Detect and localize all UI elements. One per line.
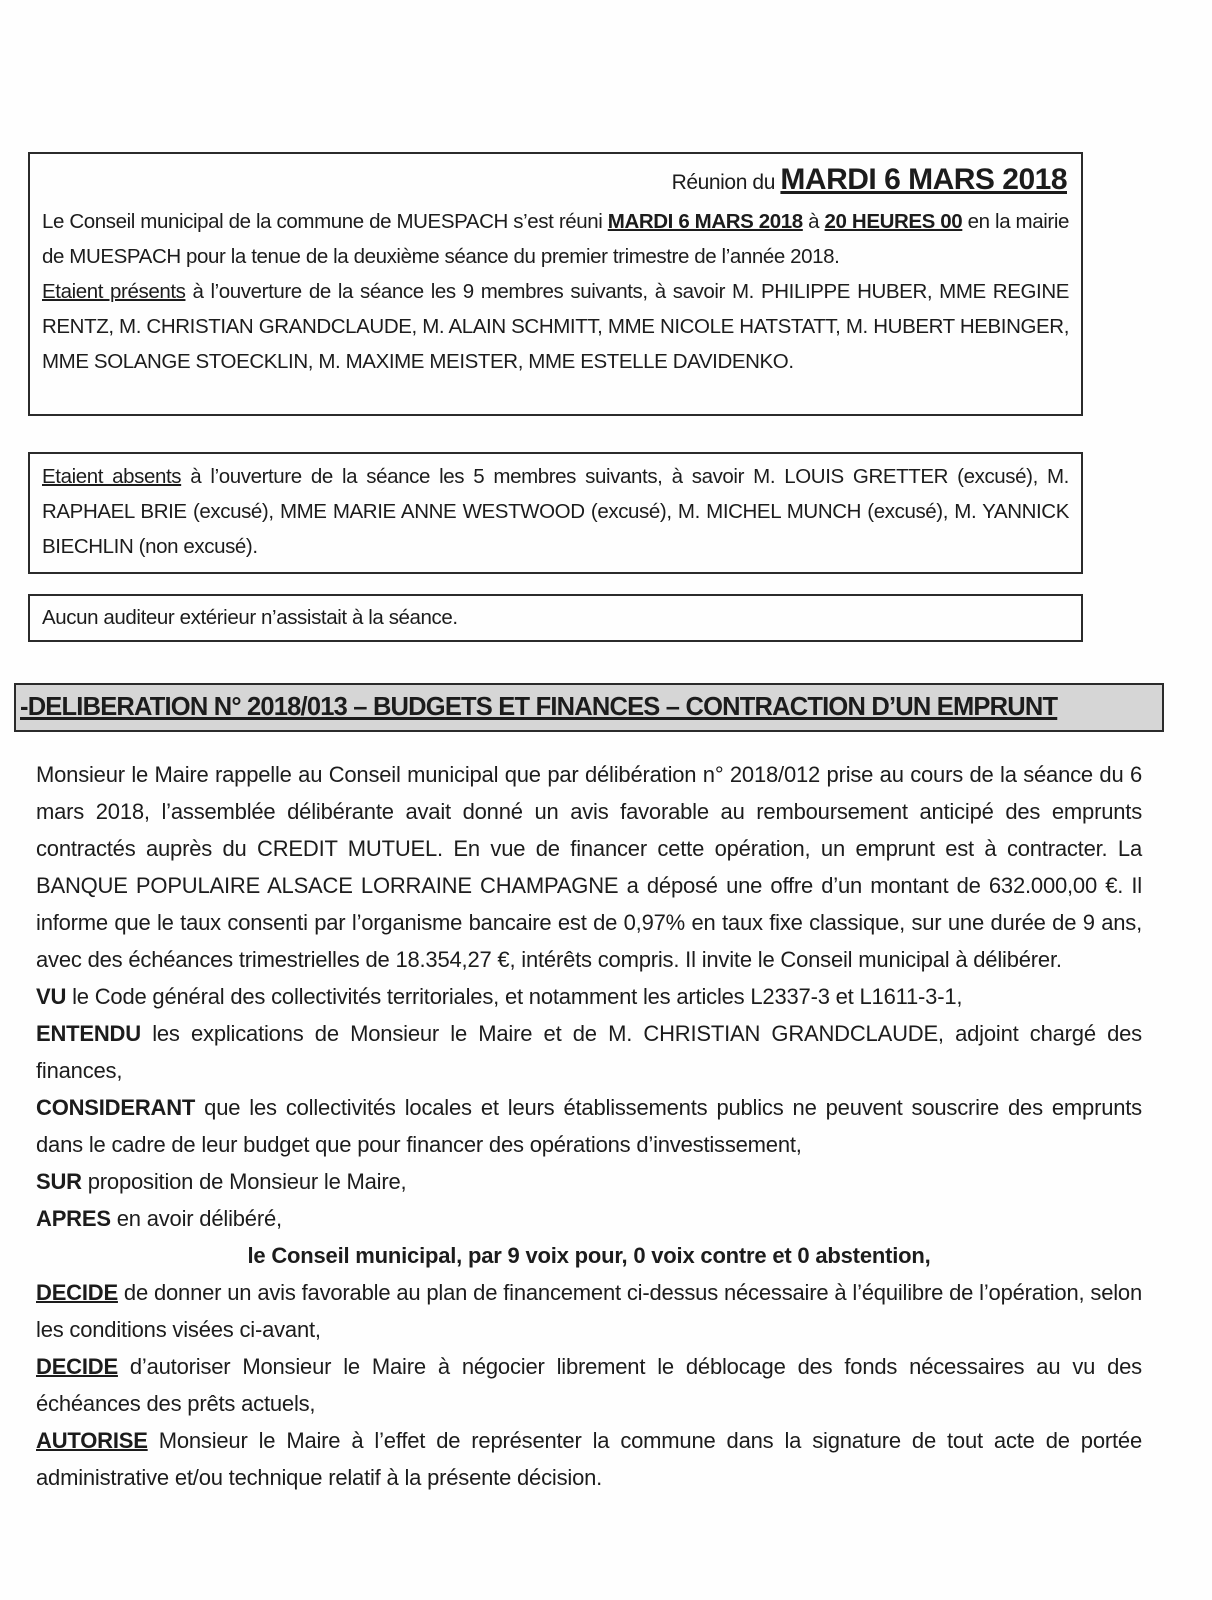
absents-label: Etaient absents [42, 465, 182, 488]
intro-date: MARDI 6 MARS 2018 [607, 210, 803, 233]
body-paragraph-apres [36, 1200, 1142, 1237]
body-paragraph-sur [36, 1163, 1142, 1200]
decide1-text: de donner un avis favorable au plan de financement ci-dessus nécessaire à l’équilibre de l’opération, selon les conditions visées ci-avant, [36, 1280, 1142, 1342]
body-paragraph-decide-2 [36, 1348, 1142, 1422]
considerant-text: que les collectivités locales et leurs établissements publics ne peuvent souscrire des emprunts dans le cadre de leur budget que pour financer des opérations d’investissement, [36, 1095, 1142, 1157]
decide1-lead: DECIDE [36, 1280, 118, 1305]
meeting-intro-paragraph [42, 204, 1069, 274]
presents-text: à l’ouverture de la séance les 9 membres suivants, à savoir M. PHILIPPE HUBER, MME REGINE RENTZ, M. CHRISTIAN GRANDCLAUDE, M. ALAIN SCHMITT, MME NICOLE HATSTATT, M. HUBERT HEBINGER, MME SOLANGE STOECKLIN, M. MAXIME MEISTER, MME ESTELLE DAVIDENKO. [42, 280, 1069, 373]
decide2-text: d’autoriser Monsieur le Maire à négocier librement le déblocage des fonds nécessaires au vu des échéances des prêts actuels, [36, 1354, 1142, 1416]
meeting-title-prefix: Réunion du [671, 171, 781, 194]
meeting-title-line [42, 159, 1069, 204]
autorise-lead: AUTORISE [36, 1428, 148, 1453]
vu-text: le Code général des collectivités territoriales, et notamment les articles L2337-3 et L1611-3-1, [66, 984, 963, 1009]
body-paragraph-entendu [36, 1015, 1142, 1089]
body-paragraph-context: Monsieur le Maire rappelle au Conseil municipal que par délibération n° 2018/012 prise au cours de la séance du 6 mars 2018, l’assemblée délibérante avait donné un avis favorable au remboursement anticipé des emprunts contractés auprès du CREDIT MUTUEL. En vue de financer cette opération, un emprunt est à contracter. La BANQUE POPULAIRE ALSACE LORRAINE CHAMPAGNE a déposé une offre d’un montant de 632.000,00 €. Il informe que le taux consenti par l’organisme bancaire est de 0,97% en taux fixe classique, sur une durée de 9 ans, avec des échéances trimestrielles de 18.354,27 €, intérêts compris. Il invite le Conseil municipal à délibérer. [36, 762, 1142, 972]
presents-label: Etaient présents [42, 280, 186, 303]
sur-text: proposition de Monsieur le Maire, [81, 1169, 407, 1194]
decide2-lead: DECIDE [36, 1354, 118, 1379]
intro-time: 20 HEURES 00 [824, 210, 963, 233]
considerant-lead: CONSIDERANT [36, 1095, 196, 1120]
body-paragraph-decide-1 [36, 1274, 1142, 1348]
body-paragraph-autorise [36, 1422, 1142, 1496]
body-paragraph-vu [36, 978, 1142, 1015]
absents-box [28, 452, 1083, 574]
autorise-text: Monsieur le Maire à l’effet de représenter la commune dans la signature de tout acte de portée administrative et/ou technique relatif à la présente décision. [36, 1428, 1142, 1490]
absents-paragraph [42, 459, 1069, 564]
intro-text-mid: à [802, 210, 825, 233]
deliberation-title: -DELIBERATION N° 2018/013 – BUDGETS ET FINANCES – CONTRACTION D’UN EMPRUNT [20, 693, 1058, 721]
intro-text-post: en la mairie de MUESPACH pour la tenue de la deuxième séance du premier trimestre de l’année 2018. [42, 210, 1069, 268]
apres-text: en avoir délibéré, [110, 1206, 282, 1231]
presents-paragraph [42, 274, 1069, 379]
sur-lead: SUR [36, 1169, 82, 1194]
vote-result-line: le Conseil municipal, par 9 voix pour, 0 voix contre et 0 abstention, [247, 1243, 931, 1268]
deliberation-body [36, 756, 1142, 1496]
body-paragraph-considerant [36, 1089, 1142, 1163]
meeting-date-heading: MARDI 6 MARS 2018 [780, 163, 1067, 196]
entendu-text: les explications de Monsieur le Maire et de M. CHRISTIAN GRANDCLAUDE, adjoint chargé des finances, [36, 1021, 1142, 1083]
audience-text: Aucun auditeur extérieur n’assistait à la séance. [42, 606, 458, 629]
intro-text-pre: Le Conseil municipal de la commune de MUESPACH s’est réuni [42, 210, 608, 233]
absents-text: à l’ouverture de la séance les 5 membres suivants, à savoir M. LOUIS GRETTER (excusé), M. RAPHAEL BRIE (excusé), MME MARIE ANNE WESTWOOD (excusé), M. MICHEL MUNCH (excusé), M. YANNICK BIECHLIN (non excusé). [42, 465, 1069, 558]
apres-lead: APRES [36, 1206, 111, 1231]
vu-lead: VU [36, 984, 67, 1009]
deliberation-title-bar [14, 683, 1164, 732]
entendu-lead: ENTENDU [36, 1021, 141, 1046]
meeting-header-box [28, 152, 1083, 416]
audience-box [28, 594, 1083, 642]
